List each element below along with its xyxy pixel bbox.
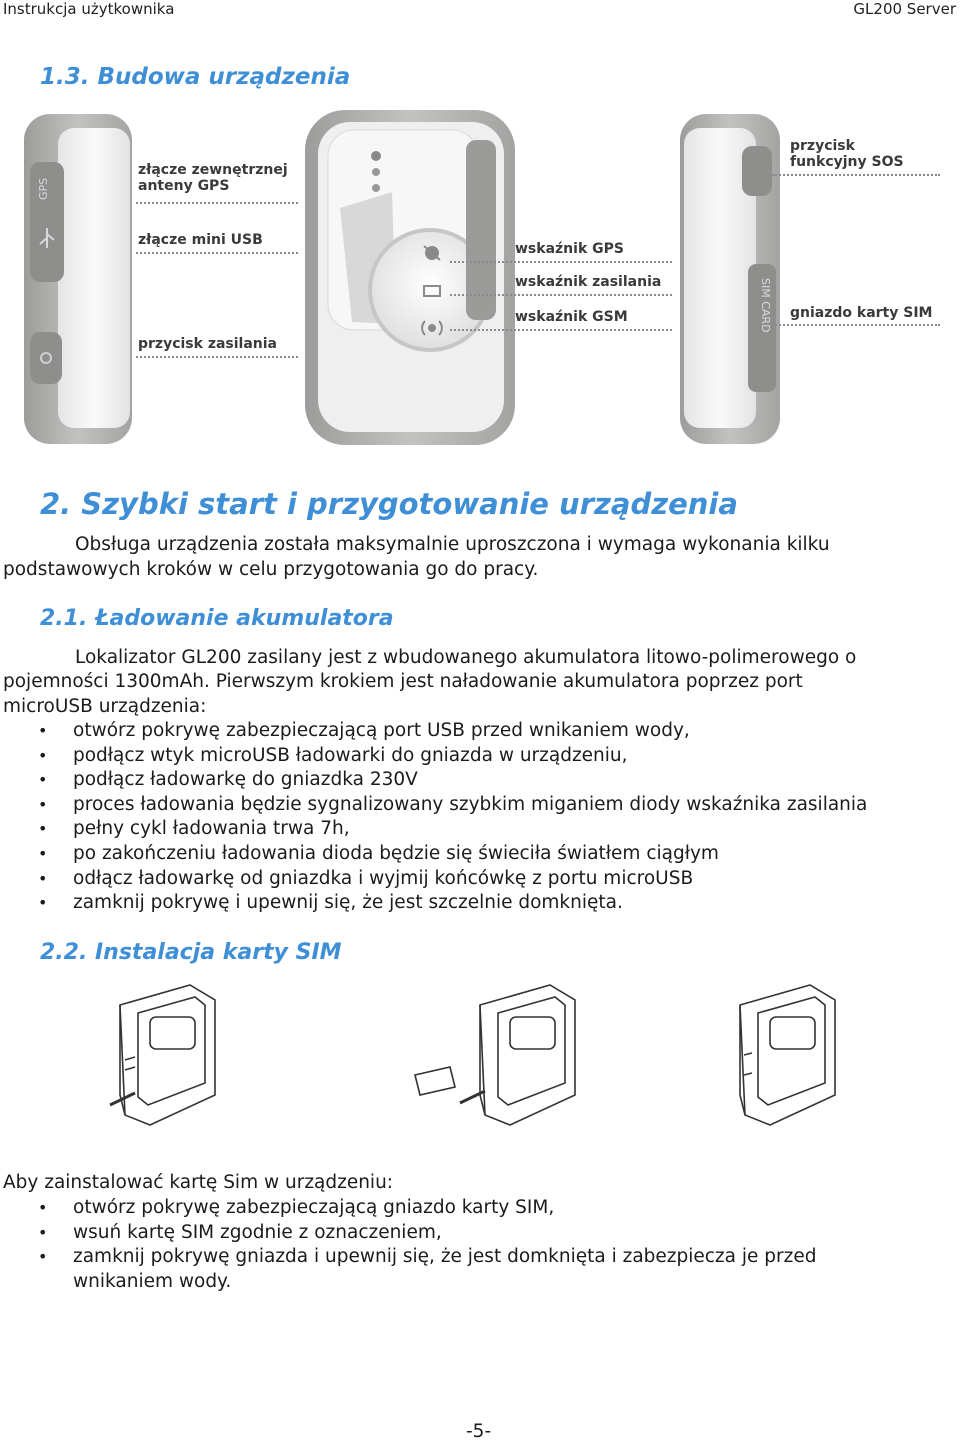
device-left-side <box>24 114 132 444</box>
label-gsm-indicator: wskaźnik GSM <box>515 309 628 325</box>
gsm-led <box>372 184 380 192</box>
center-side-strip <box>466 140 496 320</box>
device-center-front <box>305 110 515 445</box>
svg-text:GPS: GPS <box>37 177 50 200</box>
list-item: • proces ładowania będzie sygnalizowany szybkim miganiem diody wskaźnika zasilania <box>0 793 867 818</box>
list-item: • odłącz ładowarkę od gniazdka i wyjmij końcówkę z portu microUSB <box>0 867 867 892</box>
list-item: • pełny cykl ładowania trwa 7h, <box>0 817 867 842</box>
list-item: • podłącz ładowarkę do gniazdka 230V <box>0 768 867 793</box>
sim-figure-3 <box>740 985 835 1125</box>
device-left-panel <box>58 128 130 428</box>
sim-figure-2 <box>415 985 575 1125</box>
power-button-shape <box>30 332 62 384</box>
label-power-button: przycisk zasilania <box>138 336 278 352</box>
svg-text:SIM CARD: SIM CARD <box>759 278 772 333</box>
list-item: • podłącz wtyk microUSB ładowarki do gniazda w urządzeniu, <box>0 744 867 769</box>
label-sos-button: przycisk funkcyjny SOS <box>790 138 904 170</box>
label-power-indicator: wskaźnik zasilania <box>515 274 662 290</box>
leader-sim-slot <box>772 324 940 326</box>
section-2-2-title: 2.2. Instalacja karty SIM <box>40 940 342 965</box>
sim-card-shape <box>415 1067 455 1095</box>
device-right-side <box>680 114 780 444</box>
label-mini-usb: złącze mini USB <box>138 232 263 248</box>
leader-power-button <box>136 356 298 358</box>
section-2-1-para-line3: microUSB urządzenia: <box>3 696 207 717</box>
sim-steps-list <box>0 1196 816 1270</box>
label-ext-antenna: złącze zewnętrznej anteny GPS <box>138 162 288 194</box>
leader-power-indicator <box>450 294 672 296</box>
leader-gps-indicator <box>450 261 672 263</box>
sim-figure-1 <box>110 985 215 1125</box>
leader-mini-usb <box>136 252 298 254</box>
leader-gsm-indicator <box>450 329 672 331</box>
section-2-intro-line1: Obsługa urządzenia została maksymalnie uproszczona i wymaga wykonania kilku <box>75 534 830 555</box>
section-2-1-title: 2.1. Ładowanie akumulatora <box>40 606 394 631</box>
section-1-3-title: 1.3. Budowa urządzenia <box>40 64 351 90</box>
sim-step-continuation: wnikaniem wody. <box>73 1271 232 1292</box>
list-item: • po zakończeniu ładowania dioda będzie się świeciła światłem ciągłym <box>0 842 867 867</box>
header-right: GL200 Server <box>853 0 956 18</box>
list-item: • zamknij pokrywę i upewnij się, że jest szczelnie domknięta. <box>0 891 867 916</box>
section-2-1-para-line2: pojemności 1300mAh. Pierwszym krokiem jest naładowanie akumulatora poprzez port <box>3 671 803 692</box>
list-item: • zamknij pokrywę gniazda i upewnij się, że jest domknięta i zabezpiecza je przed <box>0 1245 816 1270</box>
list-item: • otwórz pokrywę zabezpieczającą gniazdo karty SIM, <box>0 1196 816 1221</box>
section-2-title: 2. Szybki start i przygotowanie urządzenia <box>40 487 738 521</box>
section-2-intro-line2: podstawowych kroków w celu przygotowania go do pracy. <box>3 559 539 580</box>
page-number: -5- <box>466 1421 492 1442</box>
list-item: • wsuń kartę SIM zgodnie z oznaczeniem, <box>0 1221 816 1246</box>
power-led <box>372 168 380 176</box>
sim-installation-figures <box>80 975 900 1145</box>
leader-ext-antenna <box>136 202 298 204</box>
list-item: • otwórz pokrywę zabezpieczającą port USB przed wnikaniem wody, <box>0 719 867 744</box>
label-sim-slot: gniazdo karty SIM <box>790 305 933 321</box>
leader-sos-button <box>772 174 940 176</box>
section-2-1-para-line1: Lokalizator GL200 zasilany jest z wbudowanego akumulatora litowo-polimerowego o <box>75 647 857 668</box>
label-gps-indicator: wskaźnik GPS <box>515 241 624 257</box>
gps-led <box>371 151 381 161</box>
sos-button-shape <box>742 146 772 196</box>
charging-steps-list <box>0 719 867 916</box>
header-left: Instrukcja użytkownika <box>3 0 175 18</box>
section-2-2-intro: Aby zainstalować kartę Sim w urządzeniu: <box>3 1172 394 1193</box>
